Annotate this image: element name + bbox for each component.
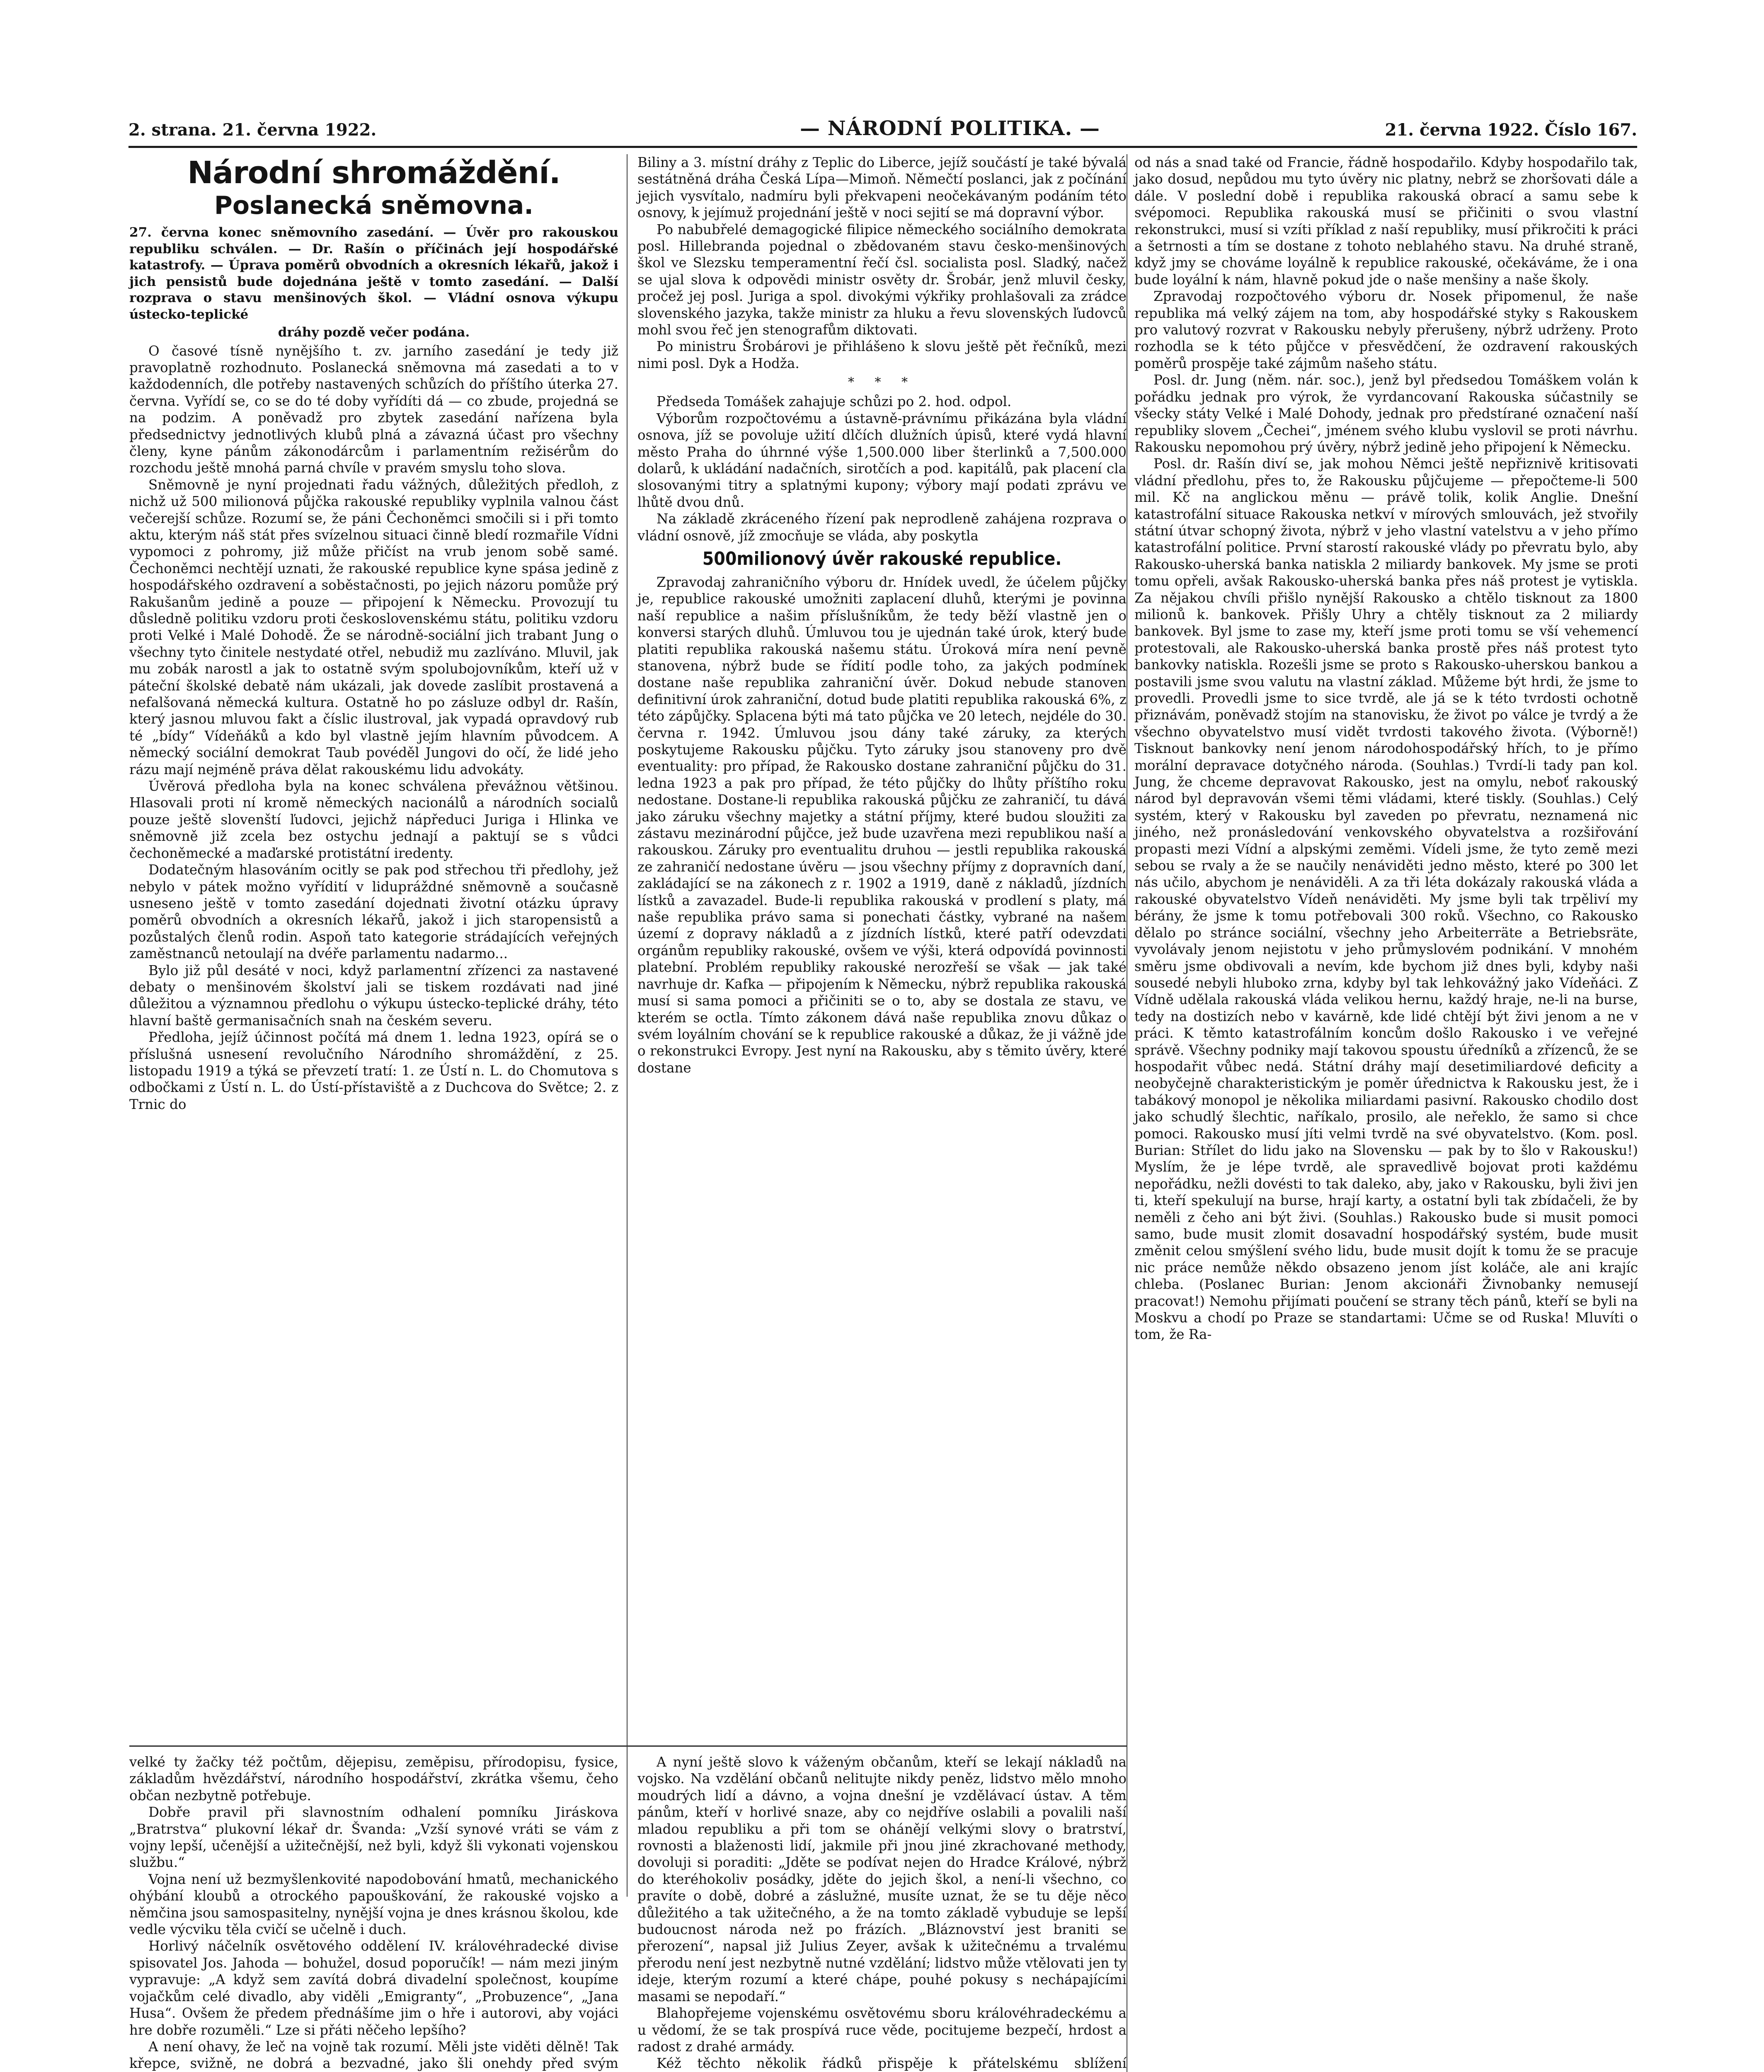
issue-number: 21. června 1922. Číslo 167.	[1385, 120, 1637, 140]
paragraph: Sněmovně je nyní projednati řadu vážných, důležitých předloh, z nichž už 500 milionová půjčka rakouské republiky vyplnila valnou část večerejší schůze. Rozumí se, že páni Čechoněmci smočili si i při tomto aktu, kterým náš stát přes svízelnou situaci činně bledí rozmařile Vídni vypomoci z pohromy, již může přičíst na vrub jenom sobě samé. Čechoněmci nechtějí uznati, že rakouské republice kyne spása jedině z hospodářského ozdravení a soběstačnosti, po jejich názoru pomůže prý Rakušanům jedině a pouze — připojení k Německu. Provozují tu důsledně politiku vzdoru proti československému státu, politiku vzdoru proti Velké i Malé Dohodě. Že se národně-sociální jich trabant Jung o všechny tyto činitele nestydaté otřel, nebudiž mu zazlíváno. Mluvil, jak mu zobák narostl a jak to ostatně svým spolubojovníkům, kteří už v páteční školské debatě nám ukázali, jak dovede zaslíbit prostavená a nefalšovaná německá kultura. Ostatně ho po zásluze odbyl dr. Rašín, který jasnou mluvou fakt a číslic ilustroval, jak vypadá opravdový rub té „bídy“ Vídeňáků a kdo byl vlastně jejím hlavním původcem. A německý sociální demokrat Taub povéděl Jungovi do očí, že lidé jeho rázu mají nejméně práva dělat rakouskému lidu advokáty.	[129, 477, 618, 777]
paragraph: Po ministru Šrobárovi je přihlášeno k slovu ještě pět řečníků, mezi nimi posl. Dyk a Hodža.	[637, 339, 1127, 371]
paragraph: Blahopřejeme vojenskému osvětovému sboru královéhradeckému a u vědomí, že se tak prospívá ruce věde, pocitujeme bezpečí, hrdost a radost z drahé armády.	[637, 2005, 1127, 2055]
column-2	[637, 154, 1127, 1076]
feature-separator-col2	[628, 1745, 1127, 1747]
paragraph: Úvěrová předloha byla na konec schválena převážnou většinou. Hlasovali proti ní kromě německých nacionálů a národních socialů pouze ještě slovenští ľudovci, jejichž nápředuci Juriga i Hlinka ve sněmovně již zcela bez ostychu jednají a paktují se s vůdci čechoněmecké a maďarské protistátní iredenty.	[129, 778, 618, 861]
feature-col2	[637, 1754, 1127, 2072]
paragraph: Zpravodaj rozpočtového výboru dr. Nosek připomenul, že naše republika má velký zájem na tom, aby hospodářské styky s Rakouskem pro valutový rozvrat v Rakousku nebyly přerušeny, nýbrž udrženy. Proto rozhodla se k této půjčce v přesvědčení, že ozdravení rakouských poměrů prospěje také zájmům našeho státu.	[1134, 288, 1638, 371]
article-summary-end: dráhy pozdě večer podána.	[278, 325, 470, 340]
paragraph: A není ohavy, že leč na vojně tak rozumí. Měli jste viděti dělně! Tak křepce, svižně, ne dobrá a bezvadné, jako šli onehdy před svým	[129, 2038, 618, 2072]
paragraph: Předloha, jejíž účinnost počítá má dnem 1. ledna 1923, opírá se o příslušná usnesení revolučního Národního shromáždění, z 25. listopadu 1919 a týká se převzetí tratí: 1. ze Ústí n. L. do Chomutova s odbočkami z Ústí n. L. do Ústí-přístaviště a z Duchcova do Světce; 2. z Trnic do	[129, 1029, 618, 1112]
paragraph: A nyní ještě slovo k váženým občanům, kteří se lekají nákladů na vojsko. Na vzdělání občanů nelitujte nikdy peněz, lidstvo mělo mnoho moudrých lidí a dávno, a vojna dnešní je vzdělávací ústav. A těm pánům, kteří v horlivé snaze, aby co nejdříve oslabili a povalili naší mladou republiku a při tom se ohánějí velkými slovy o bratrství, rovnosti a blaženosti lidí, jakmile při jnou jiné zkrachované methody, dovoluji si poraditi: „Jděte se podívat nejen do Hradce Králové, nýbrž do kteréhokoliv posádky, jděte do jejich škol, a není-li všechno, co pravíte o době, dobré a záslužné, musíte uznat, že se tu děje něco důležitého a tak užitečného, a že na tomto základě vybuduje se lepší budoucnost národa než po frázích. „Bláznovství jest braniti se přerození“, napsal již Julius Zeyer, avšak k užitečnému a trvalému přerodu není jest nezbytně nutné vzdělání; lidstvo může vtělovati jen ty ideje, kterým rozumí a které chápe, pouhé pokusy s nechápajícími masami se nepodaří.“	[637, 1754, 1127, 2004]
paragraph: Po nabubřelé demagogické filipice německého sociálního demokrata posl. Hillebranda pojednal o zbědovaném stavu česko-menšinových škol ve Slezsku temperamentní řečí čsl. socialista posl. Sladký, načež se ujal slova k odpovědi ministr osvěty dr. Šrobár, jenž mluvil česky, pročež jej posl. Juriga a spol. divokými výkřiky prohlašovali za zrádce slovenského jazyka, takže ministr za hluku a řevu slovenských ľudovců mohl svou řeč jen stenografům diktovati.	[637, 221, 1127, 338]
paragraph: Výborům rozpočtovému a ústavně-právnímu přikázána byla vládní osnova, jíž se povoluje užití dlčích dlužních úpisů, které vydá hlavní město Praha do úhrnné výše 1,500.000 liber šterlinků a 7,500.000 dolarů, k ukládání nadačních, sirotčích a pod. kapitálů, pak placení cla slosovanými titry a splatnými kupony; výbory mají podati zprávu ve lhůtě dvou dnů.	[637, 410, 1127, 510]
paragraph: O časové tísně nynějšího t. zv. jarního zasedání je tedy již pravoplatně rozhodnuto. Poslanecká sněmovna má zasedati a to v každodenních, dle potřeby nastavených schůzích do příštího úterka 27. června. Vyřídí se, co se do té doby vyřídíti dá — co zbude, projedná se na podzim. A poněvadž pro zbytek zasedání nařízena byla předsednictvy jednotlivých klubů plná a závazná účast pro všechny členy, kyne pánům zákonodárcům i parlamentním režisérům do rozchodu ještě mnohá parná chvíle v pravém smyslu toho slova.	[129, 343, 618, 476]
feature-col1	[129, 1754, 618, 2072]
section-title-loan: 500milionový úvěr rakouské republice.	[702, 548, 1062, 569]
article-summary: 27. června konec sněmovního zasedání. — Úvěr pro rakouskou republiku schválen. — Dr. Rašín o příčinách její hospodářské katastrofy. — Úprava poměrů obvodních a okresních lékařů, jakož i jich pensistů bude dojednána ještě v tomto zasedání. — Další rozprava o stavu menšinových škol. — Vládní osnova výkupu ústecko-teplické	[129, 225, 618, 322]
paragraph: Posl. dr. Rašín diví se, jak mohou Němci ještě nepřiznivě kritisovati vládní předlohu, přes to, že Rakousku půjčujeme — přepočteme-li 500 mil. Kč na anglickou měnu — právě tolik, kolik Anglie. Dnešní katastrofální situace Rakouska netkví v mírových smlouvách, jež stvořily státní útvar schopný života, nýbrž v jeho vlastní vatelstvu a v jeho přímo katastrofální politice. První starostí rakouské vlády po převratu bylo, aby Rakousko-uherská banka natiskla 2 miliardy bankovek. My jsme se proti tomu opřeli, avšak Rakousko-uherská banka přes náš protest je vytiskla. Za nějakou chvíli přišlo nynější Rakousko a chtělo tisknout za 1800 milionů k. bankovek. Přišly Uhry a chtěly tisknout za 2 miliardy bankovek. Byl jsme to zase my, kteří jsme proti tomu se vší vehemencí protestovali, ale Rakousko-uherská banka prostě přes náš protest tyto bankovky natiskla. Rozešli jsme se proto s Rakousko-uherskou bankou a postavili jsme svou valutu na vlastní základ. Můžeme být hrdi, že jsme to provedli. Provedli jsme to sice tvrdě, ale já se k této tvrdosti ochotně přiznávám, poněvadž stojím na stanovisku, že život po válce je tvrdý a že všechno obyvatelstvo musí vidět tvrdosti takového života. (Výborně!) Tisknout bankovky není jenom národohospodářský hřích, to je přímo morální depravace dotyčného národa. (Souhlas.) Tvrdí-li tady pan kol. Jung, že chceme depravovat Rakousko, jest na omylu, neboť rakouský národ byl depravován všemi těmi vládami, které tiskly. (Souhlas.) Celý systém, který v Rakousku byl zaveden po převratu, neznamená nic jiného, než pronásledování venkovského obyvatelstva a rozšiřování propasti mezi Vídní a alpskými zeměmi. Vídeli jsme, že tyto země mezi sebou se rvaly a že se naučily nenáviděti jedno město, které po 300 let nás učilo, abychom je nenáviděli. A za tři léta dokázaly rakouská vláda a rakouské obyvatelstvo Vídeň nenáviděti. My jsme byli tak trpěliví my bérány, že jsme k tomu potřebovali 300 roků. Všechno, co Rakousko dělalo po stránce sociální, všechny jeho Arbeiterräte a Betriebsräte, vyvolávaly jenom nejistotu v jeho průmyslovém podnikání. V mnohém směru jsme obdivovali a nevím, kde bychom již dnes byli, kdyby naši sousedé nebyli hluboko zrna, kdyby byl tak lehkovážný jako Vídeňáci. Z Vídně udělala rakouská vláda velikou hernu, každý hraje, ne-li na burse, tedy na dostizích nebo v kavárně, kde lidé chtějí být živi jenom a ne v práci. K těmto katastrofálním koncům došlo Rakousko i ve veřejné správě. Všechny podniky mají takovou spoustu úředníků a zřízenců, že se hospodařit vůbec nedá. Státní dráhy mají desetimiliardové deficity a neobyčejně charakteristickým je poměr úřednictva k Rakousku jest, že i tabákový monopol je několika miliardami pasivní. Rakousko chodilo dost jako schudlý šlechtic, naříkalo, prosilo, ale neřeklo, že samo si chce pomoci. Rakousko musí jíti velmi tvrdě na své obyvatelstvo. (Kom. posl. Burian: Střílet do lidu jako na Slovensku — pak by to šlo v Rakousku!) Myslím, že je lépe tvrdě, ale spravedlivě bojovat proti každému nepořádku, nežli dovésti to tak daleko, aby, jako v Rakousku, byli živi jen ti, kteří spekulují na burse, hrají karty, a ostatní byli tak zbídačeli, že by neměli z čeho ani být živi. (Souhlas.) Rakousko bude si musit pomoci samo, bude musit zlomit dosavadní hospodářský systém, bude musit změnit celou smýšlení svého lidu, bude musit dojít k tomu že se pracuje nic práce nemůže někdo obsazeno jenom jíst koláče, ale ani krajíc chleba. (Poslanec Burian: Jenom akcionáři Živnobanky nemusejí pracovat!) Nemohu přijímati poučení se strany těch pánů, kteří se byli na Moskvu a chodí po Praze se standartami: Učme se od Ruska! Mluvíti o tom, že Ra-	[1134, 456, 1638, 1343]
column-3	[1134, 154, 1638, 1343]
paragraph: Dobře pravil při slavnostním odhalení pomníku Jiráskova „Bratrstva“ plukovní lékař dr. Švanda: „Vzší synové vráti se vám z vojny lepší, učenější a užitečnější, než byli, když šli vykonati vojenskou službu.“	[129, 1804, 618, 1871]
running-head	[128, 113, 1637, 148]
paragraph: Biliny a 3. místní dráhy z Teplic do Liberce, jejíž součástí je také bývalá sestátněná dráha Česká Lípa—Mimoň. Němečtí poslanci, jak z počínání jejich vysvítalo, nadmíru byli překvapeni neočekávaným podáním této osnovy, k jejímuž projednání ještě v noci sejití se má dopravní výbor.	[637, 155, 1127, 221]
paragraph: Dodatečným hlasováním ocitly se pak pod střechou tři předlohy, jež nebylo v pátek možno vyřídití v lidupráždné sněmovně a současně usneseno ještě v tomto zasedání dojednati životní otázku úpravy poměrů obvodních a okresních lékařů, jakož i jich staropensistů a pozůstalých členů rodin. Aspoň tato kategorie strádajících veřejných zaměstnanců netoulají na dvéře parlamentu nadarmo...	[129, 862, 618, 962]
section-stars: * * *	[848, 375, 916, 390]
newspaper-title: — NÁRODNÍ POLITIKA. —	[800, 117, 1100, 140]
section-subhead: Poslanecká sněmovna.	[214, 191, 534, 220]
paragraph: od nás a snad také od Francie, řádně hospodařilo. Kdyby hospodařilo tak, jako dosud, nepůdou mu tyto úvěry nic platny, nebrž se zhoršovati dále a dále. V poslední době i republika rakouská obrací a samu sebe k svépomoci. Republika rakouská musí se přičiniti o svou vlastní rekonstrukci, musí si vzíti příklad z naší republiky, musí přikročiti k práci a šetrnosti a tím se dostane z tohoto neblahého stavu. Na druhé straně, když jmy se chováme loyálně k republice rakouské, očekáváme, že i ona bude loyální k nám, hlavně pokud jde o naše menšiny a naše školy.	[1134, 155, 1638, 288]
column-rule-1	[627, 154, 628, 1897]
paragraph: Kéž těchto několik řádků přispěje k přátelskému sblížení	[657, 2055, 1127, 2072]
paragraph: Horlivý náčelník osvětového oddělení IV. královéhradecké divise spisovatel Jos. Jahoda — bohužel, dosud poporučík! — nám mezi jiným vypravuje: „A když sem zavítá dobrá divadelní společnost, koupíme vojačkům celé divadlo, aby viděli „Emigranty“, „Probuzence“, „Jana Husa“. Ovšem že předem přednášíme jim o hře i autorovi, aby vojáci hre dobře rozuměli.“ Lze si přáti něčeho lepšího?	[129, 1938, 618, 2038]
paragraph: Posl. dr. Jung (něm. nár. soc.), jenž byl předsedou Tomáškem volán k pořádku jednak pro výrok, že vyrdancovaní Rakouska súčastnily se všecky státy Velké i Malé Dohody, jednak pro předstírané označení naší republiky slovem „Čechei“, jménem svého klubu vyslovil se proti návrhu. Rakousku nepomohou prý úvěry, nýbrž jedině jeho připojení k Německu.	[1134, 372, 1638, 455]
paragraph: Bylo již půl desáté v noci, když parlamentní zřízenci za nastavené debaty o menšinovém školství jali se tiskem rozdávati nad jiné důležitou a významnou předlohu o výkupu ústecko-teplické dráhy, této hlavní baště germanisačních snah na českém severu.	[129, 962, 618, 1029]
paragraph: Zpravodaj zahraničního výboru dr. Hnídek uvedl, že účelem půjčky je, republice rakouské umožniti zaplacení dluhů, kterými je povinna naší republice a našim příslušníkům, že tedy běží vlastně jen o konversi starých dluhů. Úmluvou tou je ujednán také úrok, který bude platiti republika rakouská našemu státu. Úroková míra není pevně stanovena, nýbrž bude se řídití podle toho, za jakých podmínek dostane naše republika zahraniční úvěr. Dokud nebude stanoven definitivní úrok zahraniční, dotud bude platiti republika rakouská 6%, z této zápůjčky. Splacena býti má tato půjčka ve 20 letech, nejdéle do 30. června r. 1942. Úmluvou jsou dány také záruky, za kterých poskytujeme Rakousku půjčku. Tyto záruky jsou stanoveny pro dvě eventuality: pro případ, že Rakousko dostane zahraniční půjčku do 31. ledna 1923 a pak pro případ, že této půjčky do lhůty příštího roku nedostane. Dostane-li republika rakouská půjčku ze zahraničí, tu dává jako záruku všechny majetky a státní příjmy, které budou sloužiti za zástavu mezinárodní půjčce, jež bude uzavřena mezi republikou naší a rakouskou. Záruky pro eventualitu druhou — jestli republika rakouská ze zahraničí nedostane úvěru — jsou všechny příjmy z dopravních daní, zakládající se na zákonech z r. 1902 a 1919, daně z nákladů, jízdních lístků a zavazadel. Bude-li republika rakouská v prodlení s platy, má naše republika právo sama si ponechati částky, vybrané na našem území z dopravy nákladů a z jízdních lístků, které patří odevzdati orgánům republiky rakouské, ovšem ve výši, která odpovídá povinnosti platební. Problém republiky rakouské nerozřeší se však — jak také navrhuje dr. Kafka — připojením k Německu, nýbrž republika rakouská musí si sama pomoci a přičiniti se o to, aby se dostala ze stavu, ve kterém se octla. Tímto zákonem dává naše republika znovu důkaz o svém loyálním chování se k republice rakouské a důkaz, že ji vážně jde o rekonstrukci Evropy. Jest nyní na Rakousku, aby s těmito úvěry, které dostane	[637, 574, 1127, 1076]
page-date-left: 2. strana. 21. června 1922.	[128, 120, 377, 140]
feature-separator-col1	[129, 1745, 627, 1747]
column-1	[129, 154, 618, 1113]
paragraph: Vojna není už bezmyšlenkovité napodobování hmatů, mechanického ohýbání kloubů a otrockého papouškování, že rakouské vojsko a němčina jsou samospasitelny, nynější vojna je dnes krásnou školou, kde vedle výcviku těla cvičí se učelně i duch.	[129, 1871, 618, 1938]
paragraph: velké ty žačky též počtům, dějepisu, zeměpisu, přírodopisu, fysice, základům hvězdářství, národního hospodářství, zkrátka všemu, čeho občan nezbytně potřebuje.	[129, 1754, 618, 1803]
section-masthead: Národní shromáždění.	[187, 155, 560, 191]
paragraph: Předseda Tomášek zahajuje schůzi po 2. hod. odpol.	[657, 394, 1012, 410]
paragraph: Na základě zkráceného řízení pak neprodleně zahájena rozprava o vládní osnově, jíž zmocňuje se vláda, aby poskytla	[637, 511, 1127, 544]
